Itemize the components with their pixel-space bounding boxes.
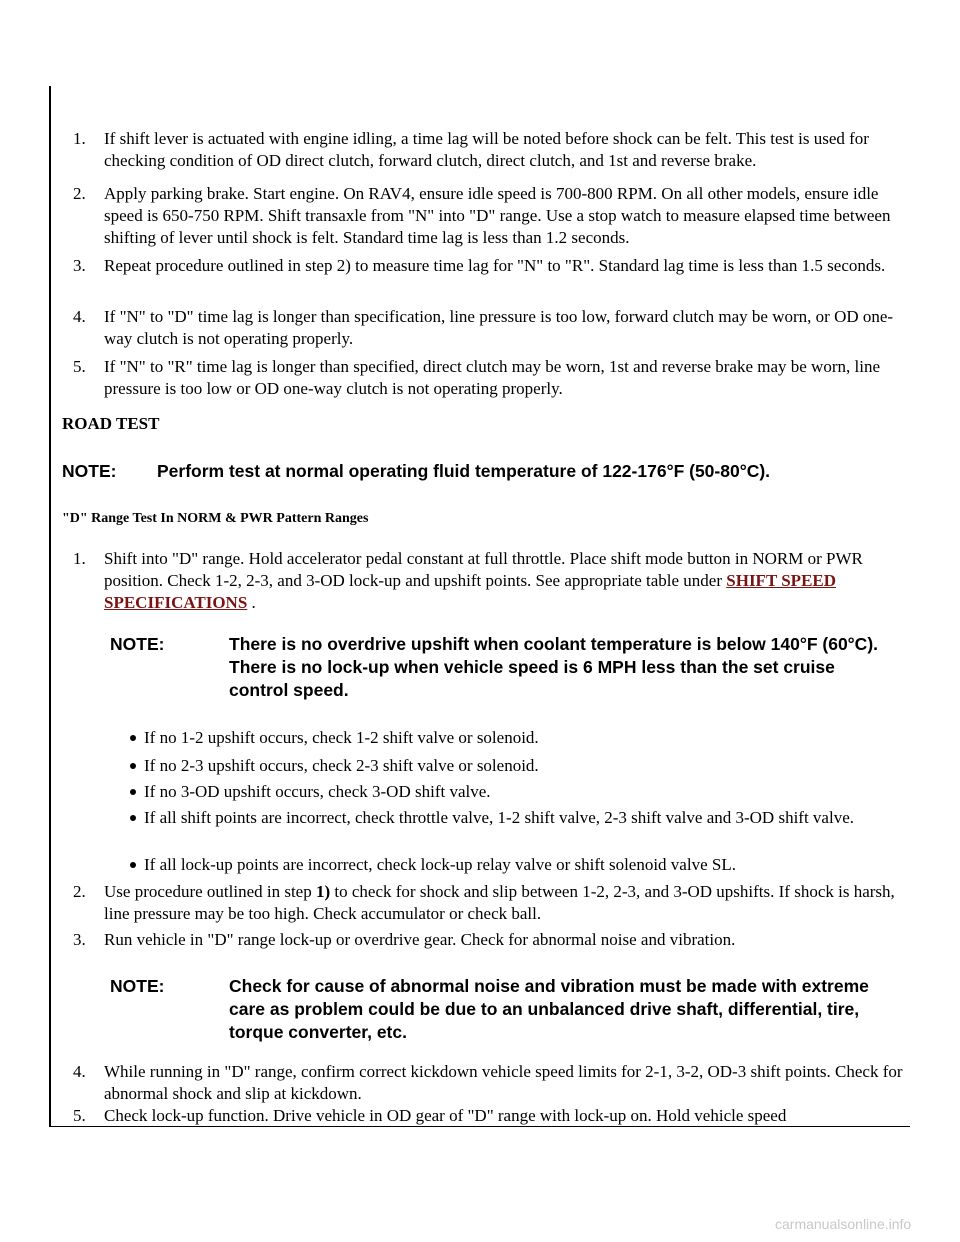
- item-number: 3.: [73, 930, 86, 949]
- item-text: If "N" to "R" time lag is longer than specified, direct clutch may be worn, 1st and reverse brake may be worn, line pressure is too low or OD one-way clutch is not operating properly.: [104, 357, 880, 398]
- item-text: If "N" to "D" time lag is longer than specification, line pressure is too low, forward clutch may be worn, or OD one-way clutch is not operating properly.: [104, 307, 894, 348]
- item-text-body: Use procedure outlined in step: [104, 882, 316, 901]
- bullet-text: If no 3-OD upshift occurs, check 3-OD shift valve.: [144, 782, 491, 801]
- watermark: carmanualsonline.info: [775, 1216, 912, 1232]
- item-text: If shift lever is actuated with engine idling, a time lag will be noted before shock can be felt. This test is used for checking condition of OD direct clutch, forward clutch, direct clutch, and 1st and reverse brake.: [104, 129, 869, 170]
- item-text: [104, 548, 912, 614]
- bullet-dot: [130, 763, 136, 769]
- item-number: 4.: [73, 307, 86, 326]
- item-text: Check lock-up function. Drive vehicle in OD gear of "D" range with lock-up on. Hold vehicle speed: [104, 1106, 787, 1125]
- bullet-dot: [130, 815, 136, 821]
- step-reference: 1): [315, 882, 331, 901]
- bullet-text: If all lock-up points are incorrect, check lock-up relay valve or shift solenoid valve SL.: [144, 855, 736, 874]
- note-label: NOTE:: [62, 461, 117, 481]
- note-text: Check for cause of abnormal noise and vibration must be made with extreme care as problem could be due to an unbalanced drive shaft, differential, tire, torque converter, etc.: [229, 976, 869, 1042]
- note-text: Perform test at normal operating fluid temperature of 122-176°F (50-80°C).: [157, 461, 771, 481]
- note-label: NOTE:: [110, 976, 165, 996]
- section-heading: ROAD TEST: [62, 414, 160, 433]
- bullet-dot: [130, 789, 136, 795]
- page-left-border: [49, 86, 51, 1126]
- note-text: There is no overdrive upshift when coolant temperature is below 140°F (60°C). There is no lock-up when vehicle speed is 6 MPH less than the set cruise control speed.: [229, 634, 879, 700]
- item-number: 1.: [73, 549, 86, 568]
- item-number: 3.: [73, 256, 86, 275]
- item-text: [104, 881, 912, 925]
- item-text-body: Shift into "D" range. Hold accelerator pedal constant at full throttle. Place shift mode button in NORM or PWR position. Check 1-2, 2-3, and 3-OD lock-up and upshift points. See appropriate table under: [104, 549, 863, 590]
- subsection-heading: "D" Range Test In NORM & PWR Pattern Ranges: [62, 511, 369, 526]
- item-number: 4.: [73, 1062, 86, 1081]
- item-number: 2.: [73, 882, 86, 901]
- bullet-dot: [130, 735, 136, 741]
- bullet-text: If no 1-2 upshift occurs, check 1-2 shift valve or solenoid.: [144, 728, 539, 747]
- item-text-tail: .: [247, 593, 256, 612]
- item-number: 1.: [73, 129, 86, 148]
- item-number: 2.: [73, 184, 86, 203]
- item-number: 5.: [73, 1106, 86, 1125]
- item-text: Repeat procedure outlined in step 2) to measure time lag for "N" to "R". Standard lag time is less than 1.5 seconds.: [104, 256, 886, 275]
- note-label: NOTE:: [110, 634, 165, 654]
- shift-speed-specifications-link[interactable]: SHIFT SPEED SPECIFICATIONS: [104, 571, 837, 612]
- item-number: 5.: [73, 357, 86, 376]
- bullet-text: If all shift points are incorrect, check throttle valve, 1-2 shift valve, 2-3 shift valve and 3-OD shift valve.: [144, 808, 854, 827]
- bullet-text: If no 2-3 upshift occurs, check 2-3 shift valve or solenoid.: [144, 756, 539, 775]
- item-text: Apply parking brake. Start engine. On RAV4, ensure idle speed is 700-800 RPM. On all other models, ensure idle speed is 650-750 RPM. Shift transaxle from "N" into "D" range. Use a stop watch to measure elapsed time between shifting of lever until shock is felt. Standard time lag is less than 1.2 seconds.: [104, 184, 891, 247]
- item-text: Run vehicle in "D" range lock-up or overdrive gear. Check for abnormal noise and vibration.: [104, 930, 736, 949]
- bullet-dot: [130, 862, 136, 868]
- item-text: While running in "D" range, confirm correct kickdown vehicle speed limits for 2-1, 3-2, OD-3 shift points. Check for abnormal shock and slip at kickdown.: [104, 1062, 903, 1103]
- item-text-body: to check for shock and slip between 1-2, 2-3, and 3-OD upshifts. If shock is harsh, line pressure may be too high. Check accumulator or check ball.: [104, 882, 895, 923]
